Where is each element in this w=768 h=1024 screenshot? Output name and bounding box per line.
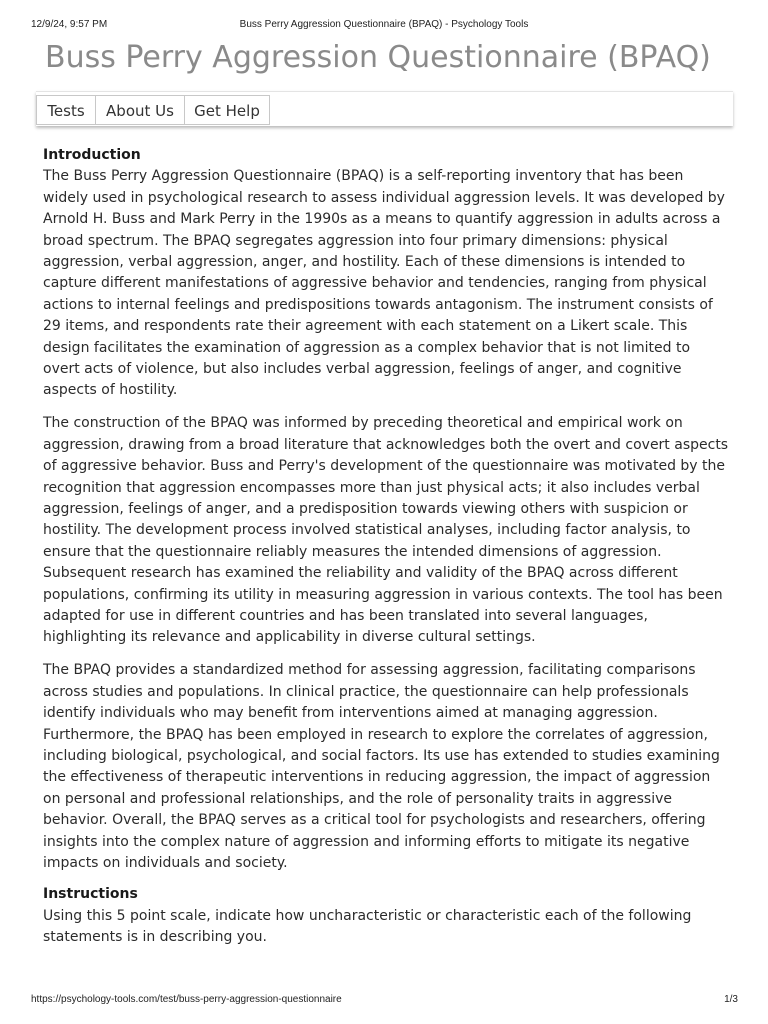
nav-get-help-link[interactable]: Get Help xyxy=(184,95,270,125)
print-url: https://psychology-tools.com/test/buss-perry-aggression-questionnaire xyxy=(31,994,342,1005)
print-footer xyxy=(0,994,768,1008)
instructions-text: Using this 5 point scale, indicate how uncharacteristic or characteristic each of the following statements is in describing you. xyxy=(43,907,692,946)
intro-paragraph-3: The BPAQ provides a standardized method for assessing aggression, facilitating comparisons across studies and populations. In clinical practice, the questionnaire can help professionals identify individuals who may benefit from interventions aimed at managing aggression. Furthermore, the BPAQ has been employed in research to explore the correlates of aggression, including biological, psychological, and social factors. Its use has extended to studies examining the effectiveness of therapeutic interventions in reducing aggression, the impact of aggression on personal and professional relationships, and the role of personality traits in aggressive behavior. Overall, the BPAQ serves as a critical tool for psychologists and researchers, offering insights into the complex nature of aggression and informing efforts to mitigate its negative impacts on individuals and society. xyxy=(43,662,720,871)
page-title: Buss Perry Aggression Questionnaire (BPAQ) xyxy=(45,40,711,75)
print-date: 12/9/24, 9:57 PM xyxy=(31,19,108,30)
main-nav xyxy=(36,91,733,126)
introduction-heading: Introduction xyxy=(43,147,141,163)
intro-paragraph-2: The construction of the BPAQ was informed by preceding theoretical and empirical work on aggression, drawing from a broad literature that acknowledges both the overt and covert aspects of aggressive behavior. Buss and Perry's development of the questionnaire was motivated by the recognition that aggression encompasses more than just physical acts; it also includes verbal aggression, feelings of anger, and a predisposition towards viewing others with suspicion or hostility. The development process involved statistical analyses, including factor analysis, to ensure that the questionnaire reliably measures the intended dimensions of aggression. Subsequent research has examined the reliability and validity of the BPAQ across different populations, confirming its utility in measuring aggression in various contexts. The tool has been adapted for use in different countries and has been translated into several languages, highlighting its relevance and applicability in diverse cultural settings. xyxy=(43,415,729,646)
nav-tests-link[interactable]: Tests xyxy=(36,95,96,125)
intro-paragraph-1: The Buss Perry Aggression Questionnaire (BPAQ) is a self-reporting inventory that has been widely used in psychological research to assess individual aggression levels. It was developed by Arnold H. Buss and Mark Perry in the 1990s as a means to quantify aggression in adults across a broad spectrum. The BPAQ segregates aggression into four primary dimensions: physical aggression, verbal aggression, anger, and hostility. Each of these dimensions is intended to capture different manifestations of aggressive behavior and tendencies, ranging from physical actions to internal feelings and predispositions towards antagonism. The instrument consists of 29 items, and respondents rate their agreement with each statement on a Likert scale. This design facilitates the examination of aggression as a complex behavior that is not limited to overt acts of violence, but also includes verbal aggression, feelings of anger, and cognitive aspects of hostility. xyxy=(43,168,725,399)
print-header xyxy=(0,19,768,33)
article-content xyxy=(43,145,729,960)
print-page-number: 1/3 xyxy=(724,994,738,1005)
instructions-heading: Instructions xyxy=(43,886,138,903)
nav-about-us-link[interactable]: About Us xyxy=(95,95,185,125)
print-document-title: Buss Perry Aggression Questionnaire (BPAQ) - Psychology Tools xyxy=(239,19,529,30)
